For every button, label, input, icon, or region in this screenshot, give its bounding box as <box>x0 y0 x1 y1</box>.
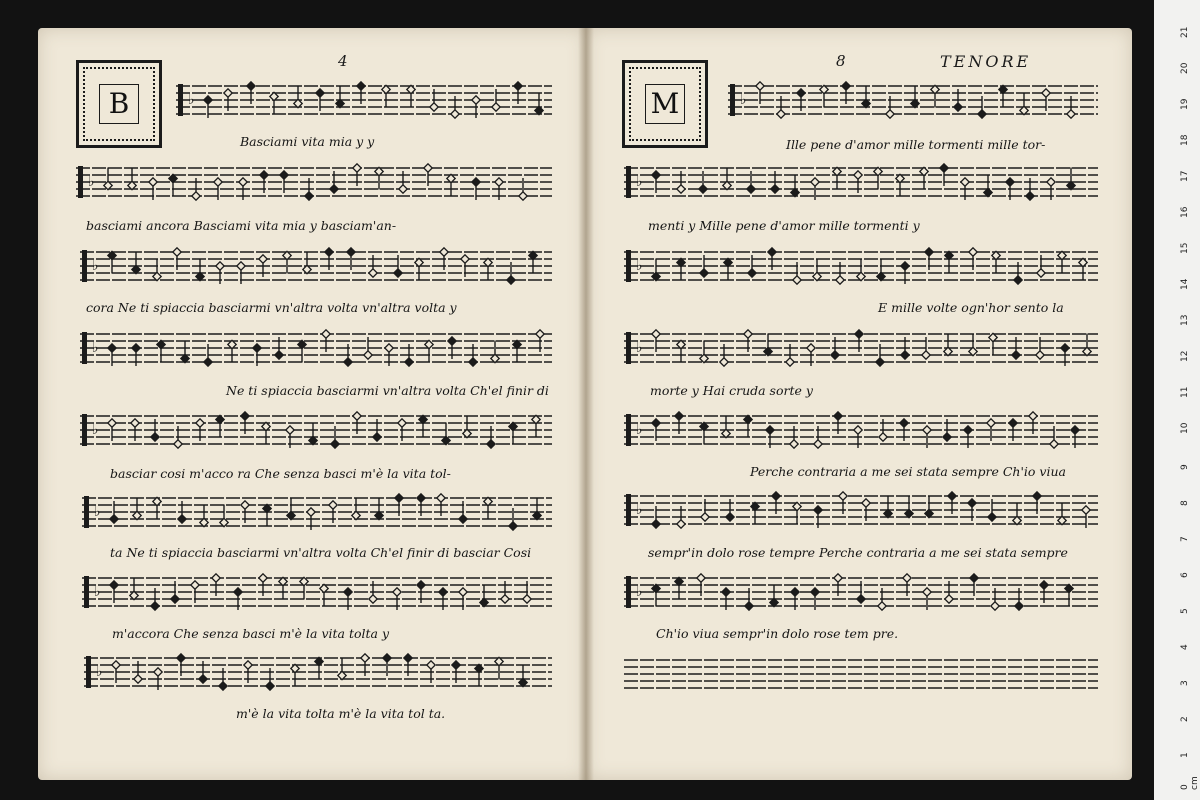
note-head <box>1036 351 1044 359</box>
note-head <box>204 358 212 366</box>
note-head <box>344 358 352 366</box>
note-head <box>495 178 503 186</box>
note-head <box>791 588 799 596</box>
note-head <box>344 588 352 596</box>
note-head <box>448 337 456 345</box>
note-head <box>777 110 785 118</box>
note-head <box>439 588 447 596</box>
note-head <box>322 330 330 338</box>
ruler-mark: 10 <box>1180 422 1190 434</box>
note-head <box>1071 426 1079 434</box>
ruler-mark: 19 <box>1180 98 1190 110</box>
note-head <box>652 330 660 338</box>
note-head <box>259 574 267 582</box>
note-head <box>373 433 381 441</box>
note-head <box>807 344 815 352</box>
flat-sign: ♭ <box>92 340 99 356</box>
note-head <box>196 419 204 427</box>
clef-mark <box>82 332 87 364</box>
note-head <box>978 110 986 118</box>
note-head <box>831 351 839 359</box>
note-head <box>398 419 406 427</box>
note-head <box>472 178 480 186</box>
note-head <box>307 508 315 516</box>
note-head <box>369 269 377 277</box>
note-head <box>811 588 819 596</box>
note-head <box>948 492 956 500</box>
ruler-mark: 14 <box>1180 278 1190 290</box>
note-head <box>237 262 245 270</box>
note-head <box>286 426 294 434</box>
note-head <box>472 96 480 104</box>
flat-sign: ♭ <box>636 584 643 600</box>
left-lyric-1: Basciami vita mia y y <box>240 134 375 149</box>
left-lyric-5: basciar cosi m'acco ra Che senza basci m'è la vita tol- <box>110 466 451 481</box>
note-head <box>204 96 212 104</box>
left-staff-8 <box>84 650 552 700</box>
note-head <box>110 515 118 523</box>
note-head <box>395 494 403 502</box>
note-head <box>756 82 764 90</box>
voice-part-label: TENORE <box>940 52 1032 71</box>
note-head <box>677 520 685 528</box>
note-head <box>700 269 708 277</box>
note-head <box>151 433 159 441</box>
right-staff-2 <box>624 160 1098 210</box>
note-head <box>940 164 948 172</box>
clef-mark <box>82 414 87 446</box>
ruler-mark: 1 <box>1180 752 1190 758</box>
note-head <box>1015 602 1023 610</box>
note-head <box>171 595 179 603</box>
note-head <box>969 248 977 256</box>
note-head <box>854 426 862 434</box>
right-staff-1 <box>728 78 1098 128</box>
ruler-mark: 15 <box>1180 242 1190 254</box>
note-head <box>991 602 999 610</box>
note-head <box>836 276 844 284</box>
note-head <box>174 440 182 448</box>
note-head <box>1029 412 1037 420</box>
note-head <box>834 574 842 582</box>
flat-sign: ♭ <box>88 174 95 190</box>
note-head <box>357 82 365 90</box>
note-head <box>903 574 911 582</box>
note-head <box>329 501 337 509</box>
left-staff-7 <box>82 570 552 620</box>
ruler-mark: 13 <box>1180 314 1190 326</box>
flat-sign: ♭ <box>740 92 747 108</box>
left-staff-6 <box>82 490 552 540</box>
note-head <box>492 103 500 111</box>
note-head <box>536 330 544 338</box>
note-head <box>878 602 886 610</box>
note-head <box>726 513 734 521</box>
note-head <box>876 358 884 366</box>
note-head <box>652 520 660 528</box>
note-head <box>178 515 186 523</box>
book-gutter <box>578 28 594 780</box>
ruler-mark: 11 <box>1180 386 1190 398</box>
clef-mark <box>730 84 735 116</box>
note-head <box>399 185 407 193</box>
note-head <box>901 351 909 359</box>
note-head <box>811 178 819 186</box>
note-head <box>437 494 445 502</box>
note-head <box>430 103 438 111</box>
note-head <box>216 262 224 270</box>
note-head <box>173 248 181 256</box>
note-head <box>369 595 377 603</box>
note-head <box>797 89 805 97</box>
ruler-mark: 4 <box>1180 644 1190 650</box>
left-lyric-4: Ne ti spiaccia basciarmi vn'altra volta Ch'el finir di <box>226 383 549 398</box>
note-head <box>1042 89 1050 97</box>
note-head <box>988 513 996 521</box>
note-head <box>1050 440 1058 448</box>
ruler-mark: 17 <box>1180 170 1190 182</box>
flat-sign: ♭ <box>94 504 101 520</box>
left-lyric-7: m'accora Che senza basci m'è la vita tolta y <box>112 626 390 641</box>
note-head <box>331 440 339 448</box>
note-head <box>987 419 995 427</box>
note-head <box>961 178 969 186</box>
right-lyric-5: Perche contraria a me sei stata sempre Ch'io viua <box>750 464 1066 479</box>
note-head <box>424 164 432 172</box>
note-head <box>677 185 685 193</box>
note-head <box>347 248 355 256</box>
note-head <box>234 588 242 596</box>
note-head <box>857 595 865 603</box>
note-head <box>652 419 660 427</box>
flat-sign: ♭ <box>636 422 643 438</box>
note-head <box>239 178 247 186</box>
note-head <box>1006 178 1014 186</box>
ruler-mark: 8 <box>1180 500 1190 506</box>
ruler-mark: 21 <box>1180 26 1190 38</box>
note-head <box>722 588 730 596</box>
right-initial-letter: M <box>645 84 685 124</box>
note-head <box>154 668 162 676</box>
note-head <box>383 654 391 662</box>
note-head <box>417 581 425 589</box>
note-head <box>330 185 338 193</box>
note-head <box>854 171 862 179</box>
right-staff-3 <box>624 244 1098 294</box>
note-head <box>922 351 930 359</box>
note-head <box>353 164 361 172</box>
clef-mark <box>82 250 87 282</box>
note-head <box>879 433 887 441</box>
note-head <box>945 595 953 603</box>
ruler-mark: 2 <box>1180 716 1190 722</box>
note-head <box>405 358 413 366</box>
note-head <box>266 682 274 690</box>
note-head <box>151 602 159 610</box>
note-head <box>427 661 435 669</box>
right-lyric-4: morte y Hai cruda sorte y <box>650 383 813 398</box>
note-head <box>786 358 794 366</box>
flat-sign: ♭ <box>94 584 101 600</box>
note-head <box>523 595 531 603</box>
note-head <box>149 178 157 186</box>
clef-mark <box>86 656 91 688</box>
left-staff-2 <box>76 160 552 210</box>
clef-mark <box>626 166 631 198</box>
note-head <box>461 255 469 263</box>
note-head <box>364 351 372 359</box>
note-head <box>964 426 972 434</box>
note-head <box>305 192 313 200</box>
ruler-unit-label: 0 cm <box>1180 776 1200 790</box>
left-initial-letter: B <box>99 84 139 124</box>
note-head <box>253 344 261 352</box>
ruler-mark: 5 <box>1180 608 1190 614</box>
note-head <box>404 654 412 662</box>
clef-mark <box>178 84 183 116</box>
note-head <box>177 654 185 662</box>
note-head <box>452 661 460 669</box>
note-head <box>507 276 515 284</box>
right-lyric-3: E mille volte ogn'hor sento la <box>878 300 1064 315</box>
note-head <box>923 426 931 434</box>
ruler-mark: 12 <box>1180 350 1190 362</box>
note-head <box>839 492 847 500</box>
right-lyric-2: menti y Mille pene d'amor mille tormenti y <box>648 218 920 233</box>
note-head <box>519 192 527 200</box>
right-page-number: 8 <box>836 52 846 70</box>
right-ornamental-initial <box>622 60 708 148</box>
note-head <box>1047 178 1055 186</box>
left-lyric-8: m'è la vita tolta m'è la vita tol ta. <box>236 706 446 721</box>
clef-mark <box>626 332 631 364</box>
clef-mark <box>78 166 83 198</box>
left-staff-3 <box>80 244 552 294</box>
note-head <box>701 513 709 521</box>
note-head <box>790 440 798 448</box>
note-head <box>241 501 249 509</box>
flat-sign: ♭ <box>188 92 195 108</box>
note-head <box>970 574 978 582</box>
note-head <box>212 574 220 582</box>
note-head <box>417 494 425 502</box>
note-head <box>842 82 850 90</box>
note-head <box>1012 351 1020 359</box>
note-head <box>862 499 870 507</box>
clef-mark <box>626 494 631 526</box>
note-head <box>793 276 801 284</box>
note-head <box>814 440 822 448</box>
clef-mark <box>626 576 631 608</box>
note-head <box>191 581 199 589</box>
note-head <box>772 492 780 500</box>
note-head <box>886 110 894 118</box>
note-head <box>720 358 728 366</box>
note-head <box>260 171 268 179</box>
note-head <box>275 351 283 359</box>
ruler-mark: 7 <box>1180 536 1190 542</box>
note-head <box>241 412 249 420</box>
note-head <box>925 248 933 256</box>
note-head <box>1037 269 1045 277</box>
right-lyric-7: Ch'io viua sempr'in dolo rose tem pre. <box>656 626 899 641</box>
note-head <box>361 654 369 662</box>
left-staff-5 <box>80 408 552 458</box>
note-head <box>131 419 139 427</box>
note-head <box>1014 276 1022 284</box>
right-staff-7 <box>624 570 1098 620</box>
note-head <box>943 433 951 441</box>
note-head <box>747 185 755 193</box>
note-head <box>224 89 232 97</box>
note-head <box>748 269 756 277</box>
note-head <box>385 344 393 352</box>
note-head <box>132 344 140 352</box>
note-head <box>394 269 402 277</box>
flat-sign: ♭ <box>636 340 643 356</box>
flat-sign: ♭ <box>92 422 99 438</box>
left-lyric-6: ta Ne ti spiaccia basciarmi vn'altra volta Ch'el finir di basciar Cosi <box>110 545 532 560</box>
note-head <box>954 103 962 111</box>
note-head <box>768 248 776 256</box>
ruler-mark: 6 <box>1180 572 1190 578</box>
note-head <box>766 426 774 434</box>
left-staff-4 <box>80 326 552 376</box>
left-page-number: 4 <box>338 52 348 70</box>
note-head <box>744 330 752 338</box>
note-head <box>814 506 822 514</box>
measuring-ruler <box>1154 0 1200 800</box>
note-head <box>1067 110 1075 118</box>
clef-mark <box>626 250 631 282</box>
note-head <box>900 419 908 427</box>
right-lyric-6: sempr'in dolo rose tempre Perche contraria a me sei stata sempre <box>648 545 1068 560</box>
right-staff-5 <box>624 408 1098 458</box>
note-head <box>325 248 333 256</box>
right-staff-4 <box>624 326 1098 376</box>
ruler-mark: 16 <box>1180 206 1190 218</box>
note-head <box>280 171 288 179</box>
clef-mark <box>626 414 631 446</box>
note-head <box>247 82 255 90</box>
note-head <box>1061 344 1069 352</box>
ruler-mark: 18 <box>1180 134 1190 146</box>
ruler-mark: 3 <box>1180 680 1190 686</box>
left-lyric-2: basciami ancora Basciami vita mia y basciam'an- <box>86 218 397 233</box>
note-head <box>469 358 477 366</box>
note-head <box>1040 581 1048 589</box>
note-head <box>108 344 116 352</box>
note-head <box>214 178 222 186</box>
note-head <box>834 412 842 420</box>
note-head <box>1033 492 1041 500</box>
note-head <box>901 262 909 270</box>
ruler-mark: 9 <box>1180 464 1190 470</box>
note-head <box>451 110 459 118</box>
note-head <box>501 595 509 603</box>
note-head <box>134 675 142 683</box>
right-staff-empty <box>624 652 1098 698</box>
note-head <box>112 661 120 669</box>
note-head <box>1026 192 1034 200</box>
ruler-mark: 20 <box>1180 62 1190 74</box>
note-head <box>110 581 118 589</box>
note-head <box>459 588 467 596</box>
note-head <box>1009 419 1017 427</box>
note-head <box>459 515 467 523</box>
note-head <box>771 185 779 193</box>
right-lyric-1: Ille pene d'amor mille tormenti mille tor- <box>786 137 1046 152</box>
note-head <box>1082 506 1090 514</box>
clef-mark <box>84 496 89 528</box>
note-head <box>259 255 267 263</box>
note-head <box>199 675 207 683</box>
flat-sign: ♭ <box>96 664 103 680</box>
right-staff-6 <box>624 488 1098 538</box>
left-staff-1 <box>176 78 552 128</box>
left-lyric-3: cora Ne ti spiaccia basciarmi vn'altra volta vn'altra volta y <box>86 300 457 315</box>
note-head <box>968 499 976 507</box>
note-head <box>514 82 522 90</box>
note-head <box>108 419 116 427</box>
note-head <box>675 412 683 420</box>
note-head <box>440 248 448 256</box>
note-head <box>855 330 863 338</box>
note-head <box>697 574 705 582</box>
note-head <box>219 682 227 690</box>
note-head <box>353 412 361 420</box>
flat-sign: ♭ <box>92 258 99 274</box>
note-head <box>509 522 517 530</box>
note-head <box>487 440 495 448</box>
flat-sign: ♭ <box>636 502 643 518</box>
flat-sign: ♭ <box>636 174 643 190</box>
note-head <box>699 185 707 193</box>
note-head <box>192 192 200 200</box>
flat-sign: ♭ <box>636 258 643 274</box>
clef-mark <box>84 576 89 608</box>
note-head <box>652 171 660 179</box>
note-head <box>745 602 753 610</box>
note-head <box>244 661 252 669</box>
left-ornamental-initial <box>76 60 162 148</box>
note-head <box>316 89 324 97</box>
note-head <box>923 588 931 596</box>
note-head <box>393 588 401 596</box>
